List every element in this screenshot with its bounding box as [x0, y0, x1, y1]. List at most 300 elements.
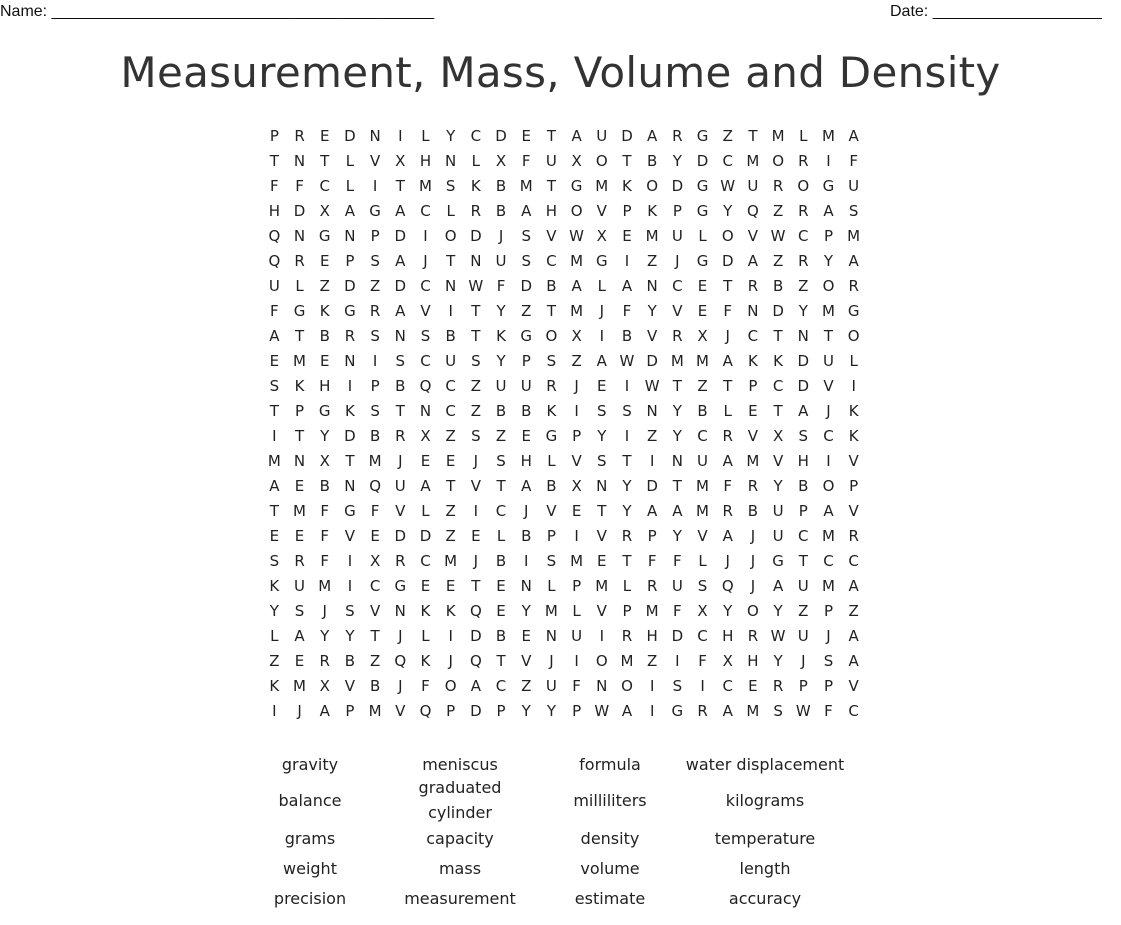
grid-letter: I: [675, 652, 681, 670]
grid-letter: S: [294, 602, 305, 620]
grid-letter: V: [596, 527, 608, 545]
grid-letter: P: [521, 352, 532, 370]
grid-letter: J: [448, 652, 454, 670]
grid-letter: A: [848, 577, 860, 595]
grid-letter: I: [574, 402, 580, 420]
grid-letter: U: [294, 577, 306, 595]
word-list-item: mass: [438, 858, 482, 878]
grid-letter: N: [470, 252, 482, 270]
grid-letter: I: [624, 377, 630, 395]
grid-letter: M: [847, 227, 861, 245]
grid-letter: S: [672, 677, 683, 695]
grid-letter: U: [445, 352, 457, 370]
grid-letter: K: [269, 677, 280, 695]
grid-letter: B: [319, 327, 331, 345]
grid-letter: V: [344, 527, 356, 545]
grid-letter: A: [672, 502, 683, 520]
grid-letter: I: [347, 377, 353, 395]
grid-letter: J: [750, 577, 756, 595]
grid-row: [262, 249, 867, 274]
grid-letter: T: [345, 452, 355, 470]
grid-letter: E: [496, 577, 507, 595]
grid-letter: I: [524, 552, 529, 570]
grid-letter: F: [270, 302, 280, 320]
grid-letter: Z: [798, 277, 809, 295]
grid-letter: V: [521, 652, 532, 670]
grid-letter: A: [722, 702, 734, 720]
name-field-label: Name: ___________________________________________: [0, 3, 435, 20]
word-list-item: measurement: [404, 888, 516, 908]
grid-letter: V: [697, 527, 709, 545]
grid-letter: X: [722, 652, 734, 670]
grid-row: [262, 624, 867, 649]
grid-letter: E: [521, 427, 532, 445]
grid-letter: E: [294, 652, 305, 670]
grid-letter: M: [595, 577, 609, 595]
grid-letter: W: [770, 627, 787, 645]
grid-letter: B: [319, 477, 331, 495]
grid-letter: M: [418, 177, 433, 195]
grid-letter: O: [646, 177, 659, 195]
grid-letter: Z: [445, 527, 457, 545]
grid-letter: N: [545, 627, 558, 645]
grid-letter: Y: [672, 402, 683, 420]
word-list-row: [235, 883, 845, 913]
word-list-item: length: [739, 858, 791, 878]
grid-letter: G: [369, 202, 382, 220]
grid-letter: S: [697, 577, 708, 595]
grid-letter: B: [395, 377, 406, 395]
grid-letter: A: [848, 252, 860, 270]
grid-letter: R: [344, 327, 356, 345]
grid-letter: R: [798, 202, 809, 220]
grid-letter: C: [495, 677, 507, 695]
grid-letter: A: [722, 452, 734, 470]
grid-letter: I: [347, 577, 353, 595]
grid-letter: B: [369, 427, 381, 445]
grid-letter: J: [398, 677, 403, 695]
grid-letter: S: [546, 552, 557, 570]
grid-letter: B: [647, 152, 658, 170]
grid-letter: M: [821, 527, 836, 545]
grid-letter: B: [445, 327, 457, 345]
grid-letter: D: [671, 177, 684, 195]
grid-letter: D: [721, 252, 734, 270]
grid-letter: F: [320, 552, 330, 570]
grid-letter: C: [445, 402, 457, 420]
grid-letter: C: [546, 252, 558, 270]
grid-letter: Z: [521, 677, 532, 695]
grid-letter: A: [395, 202, 406, 220]
grid-letter: T: [723, 377, 733, 395]
grid-letter: E: [269, 352, 280, 370]
grid-letter: U: [596, 127, 608, 145]
grid-letter: C: [848, 552, 860, 570]
grid-letter: Y: [496, 302, 507, 320]
grid-letter: T: [269, 152, 280, 170]
grid-letter: T: [496, 652, 507, 670]
grid-letter: V: [420, 302, 432, 320]
grid-row: [262, 699, 867, 724]
grid-row: [262, 674, 867, 699]
grid-letter: P: [672, 202, 683, 220]
grid-letter: N: [344, 227, 357, 245]
grid-letter: P: [345, 252, 355, 270]
grid-letter: T: [446, 252, 456, 270]
grid-letter: H: [722, 627, 734, 645]
grid-letter: E: [420, 577, 431, 595]
grid-letter: H: [319, 377, 331, 395]
grid-letter: U: [671, 227, 684, 245]
grid-letter: C: [470, 127, 482, 145]
grid-letter: O: [595, 152, 609, 170]
grid-letter: H: [545, 202, 558, 220]
grid-letter: Y: [672, 527, 683, 545]
grid-letter: B: [495, 552, 507, 570]
grid-letter: A: [772, 577, 784, 595]
grid-letter: W: [720, 177, 736, 195]
grid-letter: R: [672, 127, 684, 145]
grid-letter: Z: [697, 377, 709, 395]
grid-letter: Q: [469, 602, 483, 620]
grid-letter: X: [596, 227, 608, 245]
grid-letter: G: [318, 402, 332, 420]
grid-letter: G: [318, 227, 332, 245]
grid-letter: T: [748, 127, 758, 145]
grid-letter: H: [419, 152, 432, 170]
grid-letter: S: [269, 552, 280, 570]
grid-letter: U: [545, 152, 558, 170]
grid-letter: K: [848, 427, 860, 445]
grid-letter: P: [370, 377, 381, 395]
grid-letter: I: [272, 427, 278, 445]
word-list-item: volume: [580, 858, 640, 878]
grid-letter: Y: [597, 427, 607, 445]
grid-letter: E: [697, 277, 708, 295]
grid-letter: F: [698, 652, 708, 670]
grid-letter: B: [546, 477, 558, 495]
grid-letter: K: [319, 302, 331, 320]
grid-row: [262, 449, 867, 474]
grid-letter: O: [444, 677, 458, 695]
grid-letter: A: [571, 277, 583, 295]
grid-letter: N: [369, 127, 382, 145]
grid-letter: N: [797, 327, 810, 345]
grid-letter: S: [471, 352, 482, 370]
grid-letter: F: [270, 177, 280, 195]
grid-letter: U: [520, 377, 533, 395]
grid-letter: D: [495, 127, 508, 145]
grid-letter: D: [470, 702, 483, 720]
grid-letter: G: [696, 127, 709, 145]
grid-letter: W: [795, 702, 812, 720]
grid-letter: L: [547, 577, 557, 595]
grid-row: [262, 474, 867, 499]
grid-letter: I: [448, 627, 454, 645]
grid-letter: E: [748, 402, 759, 420]
grid-letter: E: [496, 602, 507, 620]
grid-letter: Z: [647, 427, 658, 445]
grid-letter: M: [444, 552, 458, 570]
grid-letter: C: [420, 552, 432, 570]
grid-letter: R: [369, 302, 381, 320]
grid-letter: R: [772, 677, 784, 695]
grid-letter: Q: [394, 652, 407, 670]
grid-letter: R: [848, 277, 860, 295]
grid-letter: M: [318, 577, 332, 595]
grid-letter: X: [369, 552, 381, 570]
grid-row: [262, 324, 867, 349]
grid-letter: B: [495, 627, 507, 645]
word-list-item: precision: [273, 888, 347, 908]
grid-letter: U: [671, 577, 684, 595]
grid-letter: A: [269, 477, 280, 495]
grid-letter: M: [645, 227, 660, 245]
grid-letter: I: [574, 527, 580, 545]
grid-letter: F: [647, 552, 657, 570]
grid-letter: T: [320, 152, 330, 170]
grid-letter: T: [823, 327, 834, 345]
grid-letter: Y: [723, 602, 733, 620]
grid-letter: K: [773, 352, 784, 370]
grid-letter: I: [624, 252, 630, 270]
grid-letter: K: [445, 602, 457, 620]
grid-letter: G: [671, 702, 684, 720]
grid-letter: P: [823, 677, 834, 695]
grid-letter: Z: [495, 427, 507, 445]
grid-letter: M: [746, 452, 760, 470]
grid-letter: S: [848, 202, 859, 220]
grid-letter: D: [621, 127, 634, 145]
grid-letter: E: [597, 552, 608, 570]
grid-letter: A: [722, 527, 734, 545]
grid-letter: A: [521, 477, 532, 495]
grid-letter: P: [823, 227, 834, 245]
grid-letter: M: [519, 177, 534, 195]
grid-letter: O: [545, 327, 558, 345]
grid-letter: G: [545, 427, 558, 445]
grid-letter: L: [597, 277, 607, 295]
word-list-row: [235, 823, 845, 853]
grid-letter: P: [546, 527, 557, 545]
grid-letter: U: [822, 352, 835, 370]
grid-letter: S: [496, 452, 507, 470]
grid-letter: C: [319, 177, 331, 195]
grid-letter: U: [394, 477, 407, 495]
grid-letter: K: [344, 402, 356, 420]
grid-letter: A: [647, 502, 658, 520]
grid-letter: T: [723, 277, 733, 295]
grid-letter: T: [294, 427, 305, 445]
grid-letter: L: [849, 352, 859, 370]
word-list: [235, 752, 845, 913]
grid-letter: E: [445, 577, 456, 595]
grid-letter: Y: [269, 602, 280, 620]
grid-letter: U: [268, 277, 281, 295]
grid-letter: Z: [798, 602, 809, 620]
grid-letter: C: [420, 202, 432, 220]
word-list-item: grams: [284, 828, 336, 848]
grid-letter: O: [595, 652, 609, 670]
grid-letter: G: [344, 302, 357, 320]
grid-row: [262, 549, 867, 574]
grid-letter: G: [847, 302, 860, 320]
word-list-item: formula: [579, 755, 641, 774]
grid-letter: A: [269, 327, 280, 345]
grid-letter: F: [673, 602, 683, 620]
grid-letter: M: [544, 602, 559, 620]
grid-letter: R: [747, 277, 759, 295]
grid-letter: J: [549, 652, 555, 670]
grid-letter: Z: [369, 277, 381, 295]
grid-letter: Z: [470, 377, 482, 395]
grid-letter: P: [823, 602, 834, 620]
grid-letter: K: [420, 652, 431, 670]
grid-letter: M: [821, 127, 836, 145]
grid-letter: Z: [269, 652, 280, 670]
grid-letter: Z: [647, 652, 658, 670]
grid-letter: U: [545, 677, 558, 695]
grid-letter: W: [644, 377, 661, 395]
grid-letter: K: [269, 577, 280, 595]
grid-letter: K: [622, 177, 633, 195]
grid-letter: S: [445, 177, 456, 195]
grid-letter: A: [798, 402, 809, 420]
grid-letter: U: [495, 377, 508, 395]
grid-letter: E: [622, 227, 633, 245]
grid-letter: I: [700, 677, 706, 695]
grid-letter: E: [319, 352, 330, 370]
grid-letter: I: [599, 627, 605, 645]
grid-letter: X: [571, 477, 583, 495]
grid-letter: U: [797, 627, 810, 645]
grid-letter: J: [750, 552, 756, 570]
grid-letter: A: [319, 702, 331, 720]
grid-letter: P: [370, 227, 381, 245]
grid-letter: A: [470, 677, 482, 695]
grid-letter: S: [622, 402, 633, 420]
grid-letter: O: [822, 277, 835, 295]
grid-letter: D: [671, 627, 684, 645]
grid-letter: J: [801, 652, 806, 670]
grid-letter: C: [369, 577, 381, 595]
grid-letter: Y: [521, 702, 532, 720]
grid-letter: H: [268, 202, 281, 220]
grid-letter: T: [546, 127, 557, 145]
grid-letter: F: [622, 302, 632, 320]
grid-letter: O: [822, 477, 835, 495]
grid-letter: Z: [772, 252, 784, 270]
grid-letter: N: [293, 227, 306, 245]
grid-letter: L: [496, 527, 506, 545]
grid-letter: V: [369, 152, 381, 170]
grid-letter: I: [448, 302, 454, 320]
grid-letter: R: [772, 177, 784, 195]
grid-letter: F: [824, 702, 834, 720]
grid-letter: S: [773, 702, 784, 720]
grid-letter: T: [395, 402, 406, 420]
grid-letter: B: [344, 652, 356, 670]
grid-letter: L: [622, 577, 632, 595]
grid-letter: B: [621, 327, 633, 345]
grid-letter: W: [619, 352, 635, 370]
grid-letter: R: [848, 527, 860, 545]
grid-letter: L: [345, 152, 355, 170]
grid-letter: X: [697, 327, 709, 345]
grid-letter: T: [496, 477, 507, 495]
word-list-item: estimate: [574, 888, 646, 908]
grid-letter: R: [319, 652, 331, 670]
grid-letter: J: [524, 502, 529, 520]
grid-letter: L: [270, 627, 280, 645]
grid-letter: C: [495, 502, 507, 520]
grid-letter: T: [294, 327, 305, 345]
grid-letter: M: [696, 352, 710, 370]
grid-letter: N: [394, 327, 407, 345]
grid-letter: Q: [369, 477, 382, 495]
grid-letter: N: [419, 402, 432, 420]
grid-letter: J: [725, 327, 731, 345]
grid-letter: R: [722, 427, 734, 445]
grid-letter: Q: [419, 377, 432, 395]
grid-letter: F: [849, 152, 859, 170]
grid-letter: G: [822, 177, 835, 195]
grid-letter: S: [546, 352, 557, 370]
grid-letter: M: [570, 302, 584, 320]
grid-letter: E: [697, 302, 708, 320]
grid-letter: Y: [672, 427, 683, 445]
grid-letter: I: [624, 427, 630, 445]
grid-letter: E: [445, 452, 456, 470]
word-list-item: accuracy: [728, 888, 802, 908]
grid-letter: I: [423, 227, 429, 245]
grid-letter: A: [848, 652, 860, 670]
grid-letter: B: [546, 277, 558, 295]
grid-letter: R: [546, 377, 558, 395]
grid-letter: I: [599, 327, 605, 345]
grid-letter: M: [267, 452, 282, 470]
grid-letter: T: [622, 452, 633, 470]
grid-letter: N: [596, 677, 608, 695]
grid-letter: R: [798, 252, 809, 270]
grid-letter: E: [471, 527, 482, 545]
grid-row: [262, 499, 867, 524]
grid-letter: Z: [470, 402, 482, 420]
grid-letter: S: [471, 427, 482, 445]
grid-letter: U: [772, 527, 785, 545]
grid-letter: U: [772, 502, 785, 520]
grid-letter: U: [747, 177, 759, 195]
grid-letter: T: [622, 552, 633, 570]
grid-letter: A: [848, 627, 860, 645]
grid-letter: Z: [772, 202, 784, 220]
grid-letter: T: [672, 377, 683, 395]
grid-letter: Z: [445, 427, 457, 445]
grid-letter: X: [319, 202, 331, 220]
grid-letter: P: [496, 702, 507, 720]
grid-letter: P: [572, 702, 582, 720]
grid-letter: T: [471, 577, 481, 595]
grid-letter: Y: [320, 427, 330, 445]
word-list-item: water displacement: [685, 755, 845, 774]
grid-letter: C: [848, 702, 860, 720]
grid-letter: A: [571, 127, 583, 145]
grid-letter: R: [294, 252, 306, 270]
grid-letter: I: [372, 352, 378, 370]
grid-letter: J: [574, 377, 580, 395]
grid-letter: A: [596, 352, 608, 370]
grid-letter: E: [269, 527, 280, 545]
